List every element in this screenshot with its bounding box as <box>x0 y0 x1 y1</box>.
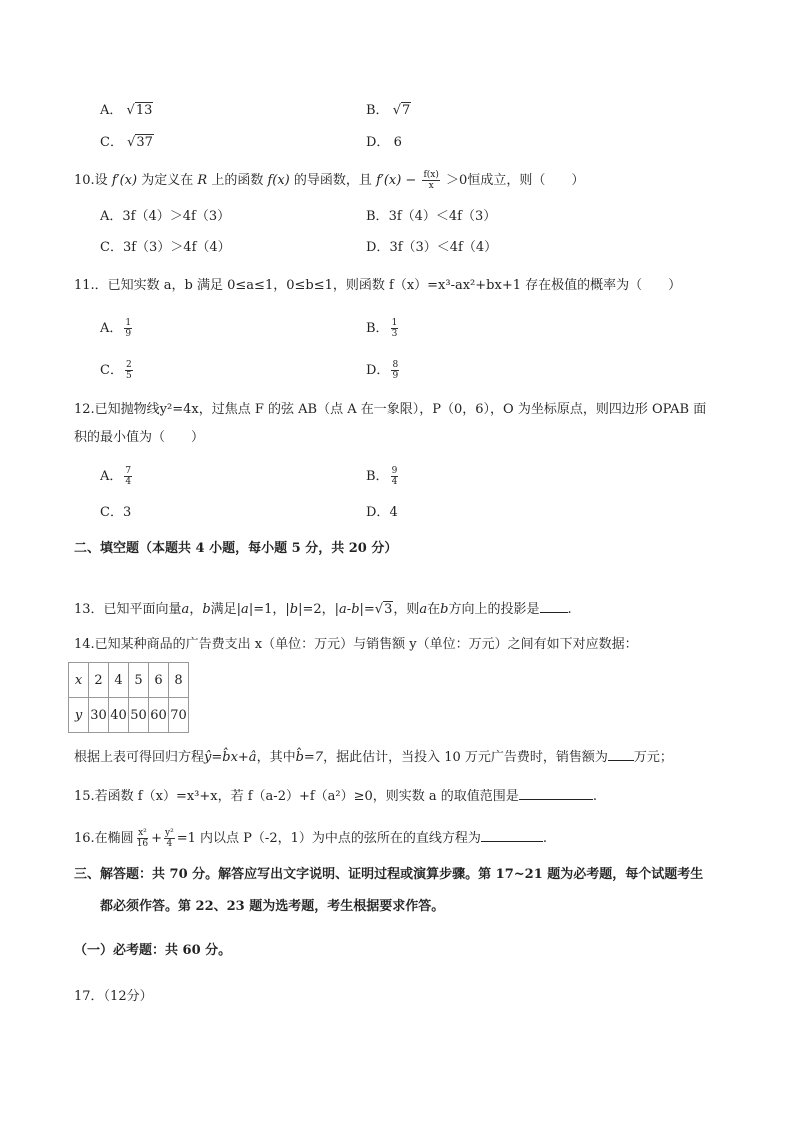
regression-equation: ŷ=b̂x+â <box>204 750 257 765</box>
table-cell: 4 <box>109 663 129 698</box>
table-cell: 40 <box>109 698 129 733</box>
q15-stem <box>74 787 597 806</box>
numerator: 7 <box>125 466 132 476</box>
numerator: 9 <box>391 466 398 476</box>
math-expr: f′(x) <box>111 173 138 188</box>
q10-option-d <box>366 239 497 257</box>
fraction <box>391 466 399 487</box>
numerator: x² <box>138 828 147 838</box>
vector-symbol: b <box>289 602 299 617</box>
stem-text: . <box>592 789 597 804</box>
answer-blank[interactable] <box>481 829 543 842</box>
denominator: 5 <box>125 371 132 381</box>
stem-text: 万元； <box>633 750 673 765</box>
answer-blank[interactable] <box>540 600 568 613</box>
numerator: f(x) <box>423 170 439 180</box>
option-text: 3f（4）＞4f（3） <box>122 209 231 224</box>
option-letter: B． <box>366 209 389 224</box>
numerator: y² <box>165 828 174 838</box>
q12-option-c <box>100 504 131 522</box>
fraction <box>391 360 399 381</box>
option-letter: B． <box>366 321 389 336</box>
math-expr: f(x) <box>267 173 290 188</box>
numerator: 1 <box>125 318 132 328</box>
table-cell: 50 <box>129 698 149 733</box>
option-text: 3f（4）＜4f（3） <box>388 209 497 224</box>
q12-stem-line2: 积的最小值为（ ） <box>74 430 205 445</box>
option-letter: A． <box>100 103 123 118</box>
q16-stem <box>74 828 547 849</box>
stem-text: |=1，| <box>248 602 290 617</box>
table-cell: 60 <box>149 698 169 733</box>
q14-data-table <box>68 662 189 733</box>
sqrt-symbol: √3 <box>374 602 393 617</box>
stem-text: 16.在椭圆 <box>74 831 134 846</box>
answer-blank[interactable] <box>519 787 593 800</box>
math-expr: f′(x) − <box>376 173 417 188</box>
option-letter: D． <box>366 363 390 378</box>
table-cell: 6 <box>149 663 169 698</box>
option-letter: D． <box>366 135 390 150</box>
denominator: 16 <box>136 839 149 849</box>
stem-text: |= <box>359 602 375 617</box>
option-letter: B． <box>366 103 389 118</box>
vector-symbol: a <box>339 602 347 617</box>
denominator: 9 <box>125 329 132 339</box>
stem-text: |=2，| <box>298 602 340 617</box>
option-text: 3f（3）＞4f（4） <box>122 240 231 255</box>
section-heading-solutions-line1: 三、解答题：共 70 分。解答应写出文字说明、证明过程或演算步骤。第 17~21 题为必考题，每个试题考生 <box>74 867 704 882</box>
fraction <box>136 828 149 849</box>
math-expr: R <box>197 173 208 188</box>
q10-option-a <box>100 208 230 226</box>
numerator: 8 <box>392 360 399 370</box>
option-letter: B． <box>366 469 389 484</box>
stem-text: 上的函数 <box>211 173 264 188</box>
vector-symbol: a <box>181 602 190 617</box>
option-letter: A． <box>100 321 123 336</box>
q11-option-a <box>100 318 134 339</box>
q11-option-d <box>366 360 401 381</box>
option-letter: A． <box>100 469 123 484</box>
radicand: 13 <box>135 103 153 118</box>
stem-text: . <box>542 831 548 846</box>
numerator: 1 <box>391 318 398 328</box>
option-letter: C． <box>100 240 123 255</box>
stem-text: - <box>346 602 352 617</box>
subsection-required: （一）必考题：共 60 分。 <box>74 943 232 958</box>
table-cell: 5 <box>129 663 149 698</box>
stem-text: ，则 <box>393 602 420 617</box>
stem-text: ，其中 <box>256 750 296 765</box>
section-heading-solutions-line2: 都必须作答。第 22、23 题为选考题，考生根据要求作答。 <box>100 899 445 914</box>
denominator: 4 <box>391 477 398 487</box>
sqrt-symbol: √13 <box>126 103 153 118</box>
denominator: x <box>428 181 434 191</box>
sqrt-symbol: √7 <box>392 103 411 118</box>
q10-option-b <box>366 208 496 226</box>
vector-symbol: a <box>241 602 249 617</box>
stem-text: 方向上的投影是 <box>448 602 540 617</box>
q12-option-a <box>100 466 134 487</box>
option-letter: A． <box>100 209 123 224</box>
radicand: 3 <box>384 602 393 617</box>
q17-heading: 17．（12分） <box>74 989 153 1004</box>
q9-option-b <box>366 102 411 120</box>
q11-stem: 11.．已知实数 a，b 满足 0≤a≤1，0≤b≤1，则函数 f（x）=x³-ax²+bx+1 存在极值的概率为（ ） <box>74 278 682 293</box>
radicand: 37 <box>136 135 153 150</box>
option-letter: C． <box>100 363 123 378</box>
option-text: 6 <box>393 135 402 150</box>
option-text: 3 <box>122 505 132 520</box>
table-row <box>69 663 189 698</box>
stem-text: + <box>151 831 163 846</box>
option-letter: D． <box>366 505 390 520</box>
stem-text: . <box>567 602 572 617</box>
table-cell: x <box>69 663 89 698</box>
q13-stem <box>74 600 572 619</box>
table-cell: 70 <box>169 698 189 733</box>
fraction <box>164 828 175 849</box>
table-cell: 8 <box>169 663 189 698</box>
q12-option-b <box>366 466 400 487</box>
q10-stem <box>74 170 584 191</box>
q14-follow <box>74 748 673 767</box>
table-row <box>69 698 189 733</box>
stem-text: 在 <box>427 602 441 617</box>
q11-option-b <box>366 318 400 339</box>
fraction <box>124 466 132 487</box>
option-text: 4 <box>389 505 398 520</box>
q10-option-c <box>100 239 231 257</box>
q12-stem-line1: 12.已知抛物线y²=4x，过焦点 F 的弦 AB（点 A 在一象限），P（0，6），O 为坐标原点，则四边形 OPAB 面 <box>74 402 707 417</box>
option-text: 3f（3）＜4f（4） <box>389 240 498 255</box>
q12-option-d <box>366 504 398 522</box>
q9-option-c <box>100 134 154 152</box>
table-cell: 30 <box>89 698 109 733</box>
radicand: 7 <box>402 103 411 118</box>
stem-text: ＞0恒成立，则（ ） <box>446 173 585 188</box>
stem-text: 根据上表可得回归方程 <box>74 750 205 765</box>
fraction <box>125 360 133 381</box>
q9-option-a <box>100 102 153 120</box>
section-heading-fill-blank: 二、填空题（本题共 4 小题，每小题 5 分，共 20 分） <box>74 541 398 556</box>
answer-blank[interactable] <box>608 748 634 761</box>
stem-text: ， <box>189 602 203 617</box>
stem-text: 为定义在 <box>141 173 194 188</box>
q10-number: 10.设 <box>74 173 108 188</box>
table-cell: y <box>69 698 89 733</box>
sqrt-symbol: √37 <box>127 135 153 150</box>
denominator: 4 <box>166 839 173 849</box>
fraction <box>422 170 439 191</box>
denominator: 3 <box>391 329 398 339</box>
denominator: 9 <box>392 371 399 381</box>
vector-symbol: b <box>440 602 449 617</box>
stem-text: 满足| <box>210 602 242 617</box>
q9-option-d <box>366 134 402 152</box>
table-cell: 2 <box>89 663 109 698</box>
vector-symbol: b <box>202 602 211 617</box>
option-letter: C． <box>100 505 123 520</box>
stem-text: 的导函数，且 <box>293 173 372 188</box>
stem-text: 13．已知平面向量 <box>74 602 182 617</box>
vector-symbol: a <box>419 602 428 617</box>
stem-text: =1 内以点 P（-2，1）为中点的弦所在的直线方程为 <box>176 831 481 846</box>
option-letter: D． <box>366 240 390 255</box>
vector-symbol: b <box>351 602 360 617</box>
stem-text: 15.若函数 f（x）=x³+x，若 f（a-2）+f（a²）≥0，则实数 a 的取值范围是 <box>74 789 519 804</box>
q11-option-c <box>100 360 135 381</box>
denominator: 4 <box>125 477 132 487</box>
option-letter: C． <box>100 135 123 150</box>
q14-stem: 14.已知某种商品的广告费支出 x（单位：万元）与销售额 y（单位：万元）之间有如下对应数据： <box>74 637 638 652</box>
fraction <box>391 318 399 339</box>
stem-text: ，据此估计，当投入 10 万元广告费时，销售额为 <box>323 750 608 765</box>
math-expr: b̂=7 <box>295 750 324 765</box>
numerator: 2 <box>125 360 132 370</box>
fraction <box>124 318 132 339</box>
